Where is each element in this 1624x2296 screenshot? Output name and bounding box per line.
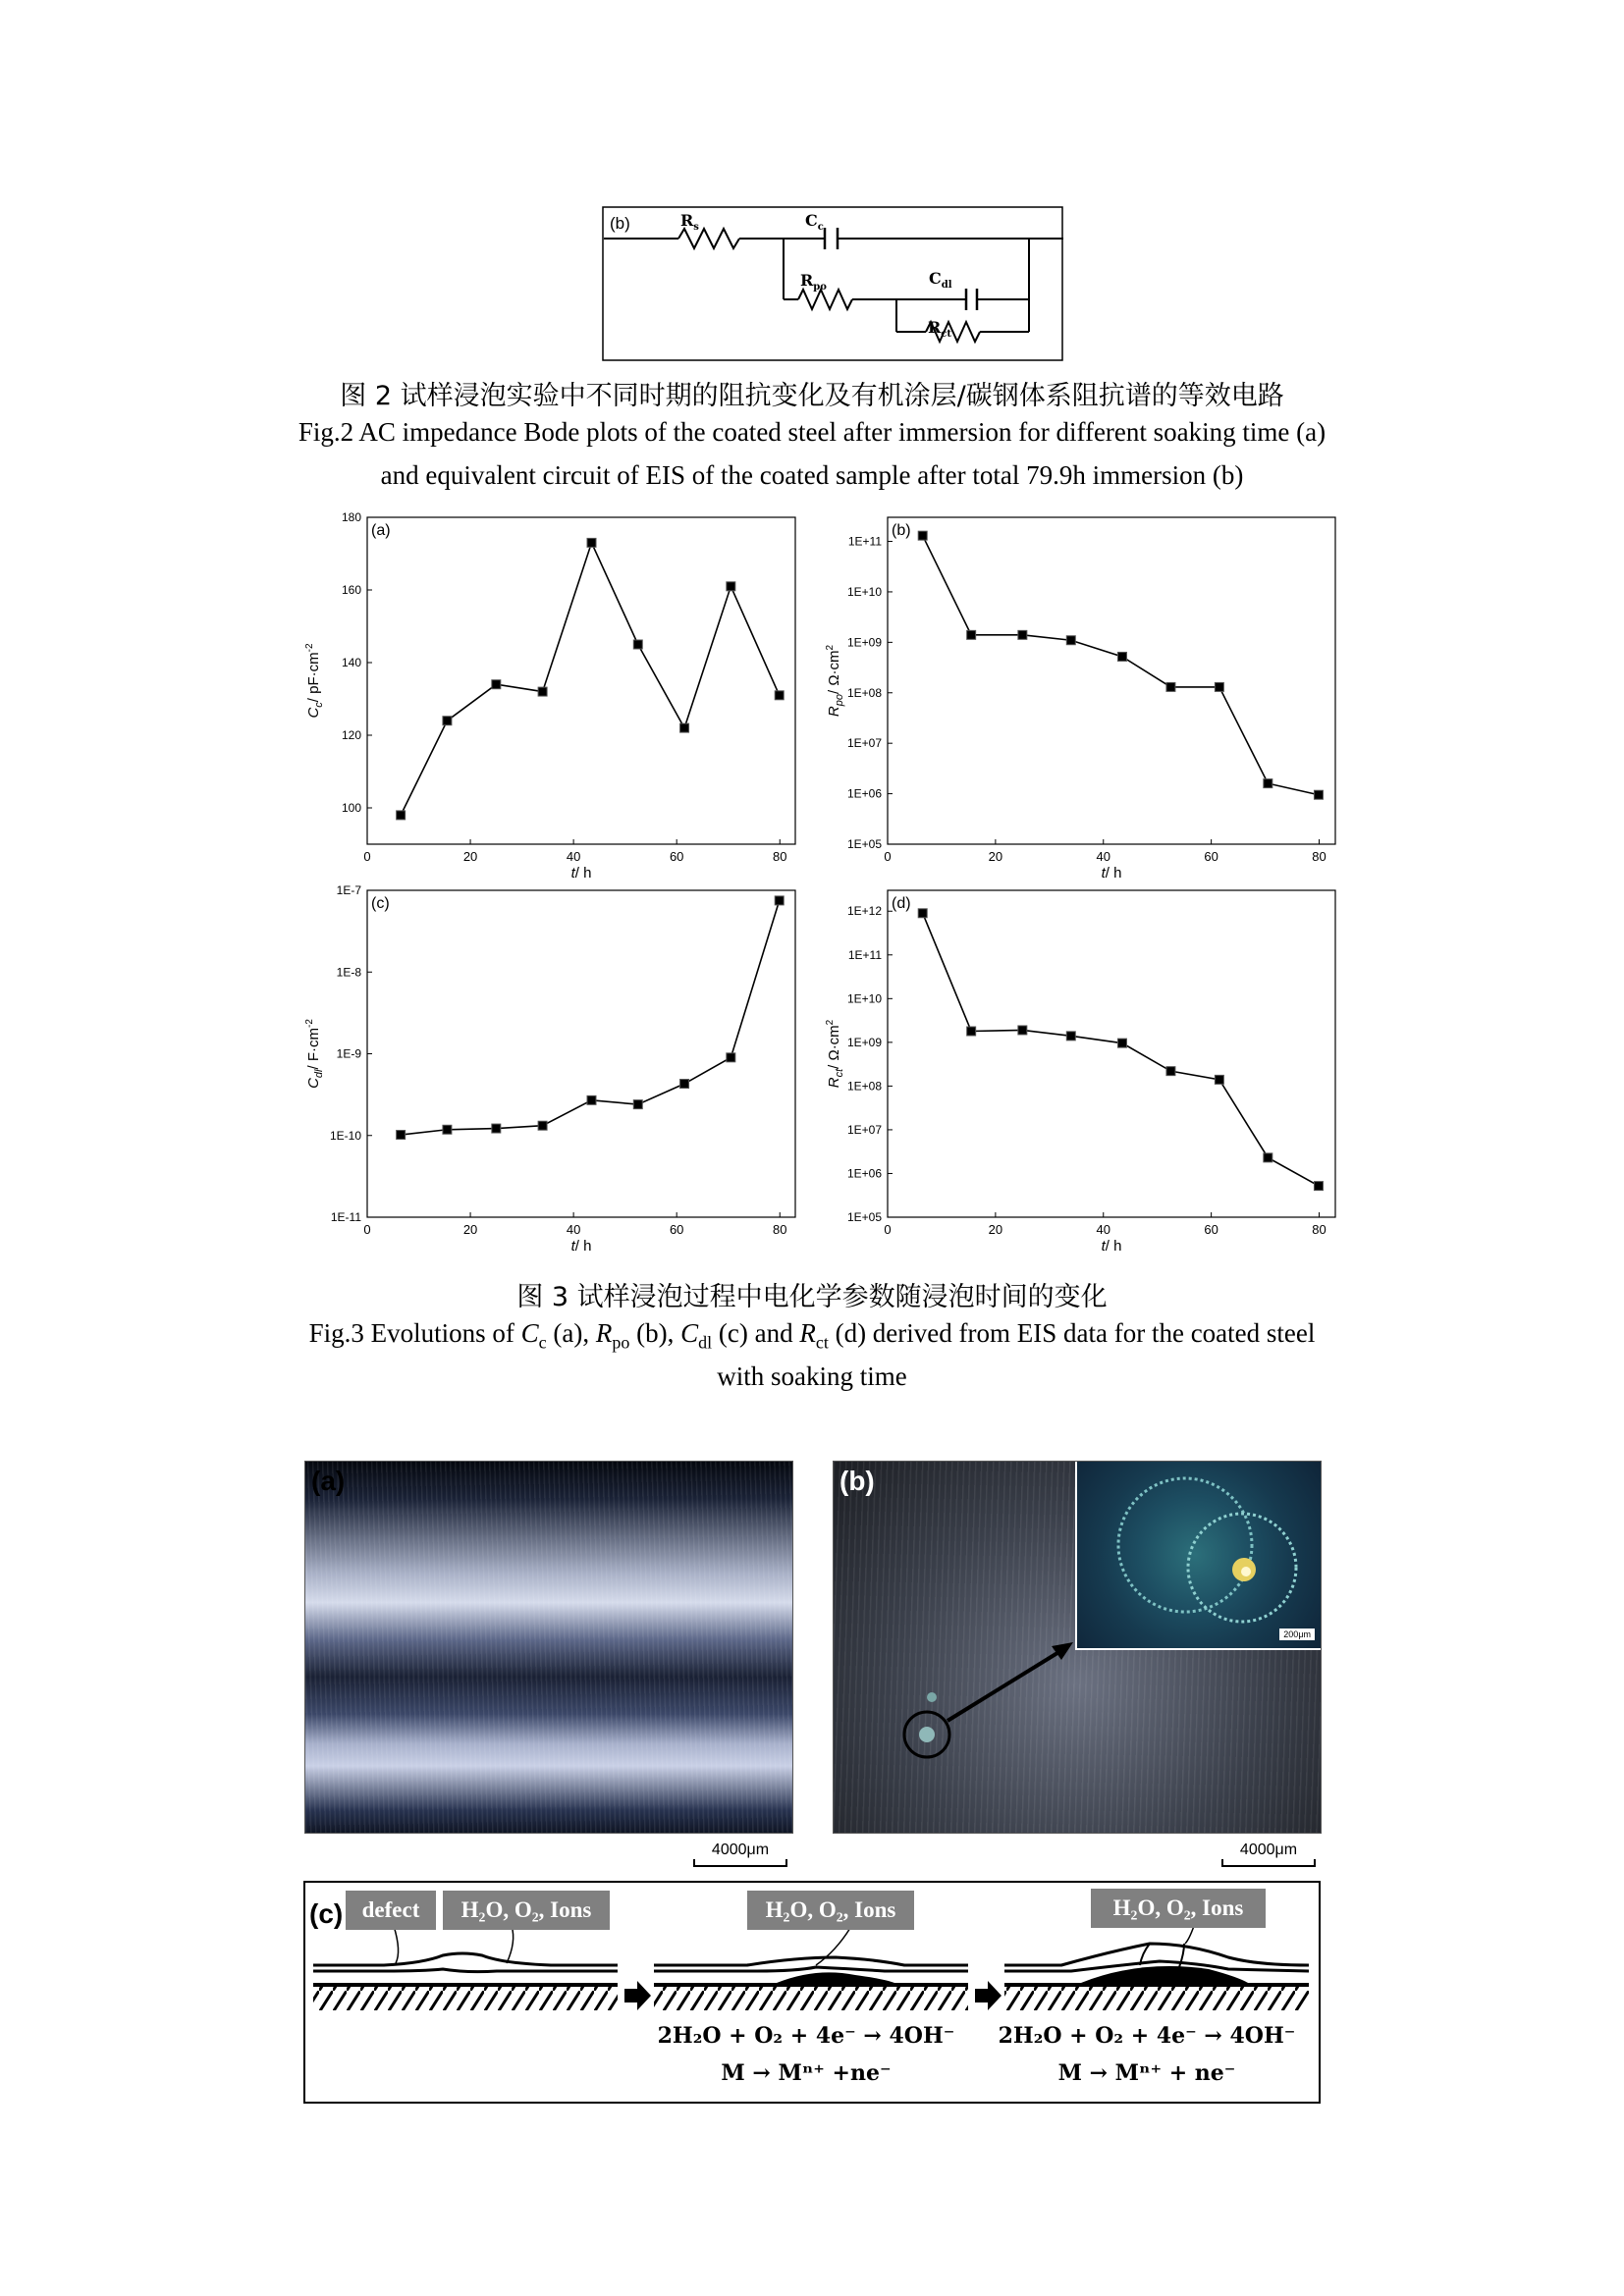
inset-scale-label: 200μm bbox=[1279, 1629, 1315, 1640]
x-tick-label: 40 bbox=[566, 849, 581, 864]
ions-box-2: H₂O, O₂, Ions bbox=[747, 1891, 914, 1930]
data-point bbox=[727, 1053, 735, 1062]
defect-box: defect bbox=[346, 1891, 436, 1930]
chart-panel-label: (d) bbox=[892, 895, 911, 912]
chart-cdl bbox=[295, 879, 805, 1266]
ions-box-3: H₂O, O₂, Ions bbox=[1091, 1889, 1266, 1928]
data-point bbox=[1215, 682, 1223, 691]
x-tick-label: 40 bbox=[1096, 1222, 1110, 1237]
data-point bbox=[1066, 1032, 1075, 1041]
x-tick-label: 80 bbox=[1312, 1222, 1326, 1237]
data-point bbox=[967, 1027, 976, 1036]
data-point bbox=[1117, 652, 1126, 661]
rpo-label: $R_{po}$ bbox=[800, 271, 827, 294]
y-tick-label: 1E+08 bbox=[846, 685, 882, 700]
y-tick-label: 1E+09 bbox=[846, 635, 882, 650]
x-tick-label: 80 bbox=[773, 1222, 787, 1237]
data-point bbox=[727, 582, 735, 591]
y-tick-label: 100 bbox=[341, 801, 361, 815]
data-point bbox=[1166, 1067, 1175, 1076]
fig3-caption-en-line1: Fig.3 Evolutions of $C_c$ (a), $R_{po}$ (b), $C_{dl}$ (c) and $R_{ct}$ (d) derived from EIS data for the coated steel bbox=[308, 1318, 1316, 1353]
y-tick-label: 1E+08 bbox=[846, 1079, 882, 1094]
data-point bbox=[538, 687, 547, 696]
y-tick-label: 1E+06 bbox=[846, 786, 882, 801]
x-axis-label: t/ h bbox=[1101, 1238, 1122, 1255]
chart-rpo bbox=[815, 506, 1345, 893]
plot-frame bbox=[888, 890, 1335, 1217]
rs-label: $R_s$ bbox=[680, 211, 699, 234]
y-tick-label: 1E+11 bbox=[847, 534, 882, 549]
x-tick-label: 20 bbox=[988, 849, 1003, 864]
chart-rct bbox=[815, 879, 1345, 1266]
micrograph-a bbox=[304, 1461, 793, 1834]
y-tick-label: 1E-11 bbox=[330, 1210, 361, 1224]
y-tick-label: 1E-7 bbox=[336, 883, 361, 897]
y-tick-label: 1E+07 bbox=[846, 736, 882, 751]
scale-bar-b: 4000μm bbox=[1221, 1842, 1316, 1867]
y-tick-label: 120 bbox=[341, 728, 361, 742]
y-tick-label: 1E+11 bbox=[847, 947, 882, 962]
x-tick-label: 40 bbox=[566, 1222, 581, 1237]
data-point bbox=[587, 538, 596, 547]
fig3-caption-en-line2: with soaking time bbox=[717, 1362, 907, 1391]
series-line bbox=[923, 913, 1319, 1186]
data-point bbox=[538, 1121, 547, 1130]
panel-b-label: (b) bbox=[839, 1466, 875, 1496]
y-tick-label: 1E+05 bbox=[846, 1210, 882, 1224]
data-point bbox=[1066, 636, 1075, 645]
y-axis-label: $R_{po}/$ $\Omega\cdot cm^2$ bbox=[825, 644, 845, 718]
cdl-label: $C_{dl}$ bbox=[929, 269, 952, 292]
rct-label: $R_{ct}$ bbox=[928, 318, 952, 341]
data-point bbox=[1264, 779, 1272, 788]
x-tick-label: 40 bbox=[1096, 849, 1110, 864]
data-point bbox=[918, 909, 927, 918]
y-tick-label: 160 bbox=[341, 583, 361, 597]
blister-pointer bbox=[834, 1462, 1321, 1833]
panel-c-label: (c) bbox=[309, 1898, 344, 1929]
x-tick-label: 0 bbox=[884, 1222, 892, 1237]
y-axis-label: $C_c/$ $pF\cdot cm^{-2}$ bbox=[304, 643, 325, 719]
fig2-caption-en-line1: Fig.2 AC impedance Bode plots of the coated steel after immersion for different soaking time (a) bbox=[298, 417, 1326, 447]
y-tick-label: 180 bbox=[341, 510, 361, 524]
data-point bbox=[680, 723, 689, 732]
x-tick-label: 20 bbox=[462, 849, 478, 864]
x-tick-label: 60 bbox=[669, 1222, 684, 1237]
x-axis-label: t/ h bbox=[570, 1238, 592, 1255]
data-point bbox=[1215, 1075, 1223, 1084]
plot-frame bbox=[888, 517, 1335, 844]
circuit-frame bbox=[603, 207, 1062, 360]
data-point bbox=[918, 531, 927, 540]
y-tick-label: 1E+10 bbox=[846, 991, 882, 1006]
y-axis-label: $R_{ct}/$ $\Omega\cdot cm^2$ bbox=[825, 1019, 845, 1089]
x-tick-label: 20 bbox=[988, 1222, 1003, 1237]
x-tick-label: 60 bbox=[669, 849, 684, 864]
y-tick-label: 1E+06 bbox=[846, 1166, 882, 1181]
y-tick-label: 1E+05 bbox=[846, 837, 882, 851]
series-line bbox=[923, 536, 1319, 795]
x-tick-label: 80 bbox=[1312, 849, 1326, 864]
data-point bbox=[443, 1125, 452, 1134]
fig2-caption-zh: 图 2 试样浸泡实验中不同时期的阻抗变化及有机涂层/碳钢体系阻抗谱的等效电路 bbox=[340, 381, 1284, 411]
y-tick-label: 1E-8 bbox=[336, 965, 361, 980]
corrosion-schematic bbox=[303, 1881, 1321, 2104]
chart-cc bbox=[295, 506, 805, 893]
fig3-caption-zh: 图 3 试样浸泡过程中电化学参数随浸泡时间的变化 bbox=[516, 1282, 1108, 1312]
data-point bbox=[1018, 1026, 1027, 1035]
x-tick-label: 20 bbox=[462, 1222, 478, 1237]
data-point bbox=[967, 630, 976, 639]
data-point bbox=[587, 1095, 596, 1104]
x-tick-label: 60 bbox=[1204, 849, 1218, 864]
micrograph-b bbox=[833, 1461, 1322, 1834]
y-tick-label: 1E-10 bbox=[329, 1128, 361, 1143]
x-tick-label: 0 bbox=[363, 1222, 371, 1237]
data-point bbox=[492, 680, 501, 689]
x-tick-label: 0 bbox=[884, 849, 892, 864]
cathodic-equation-3: 2H₂O + O₂ + 4e⁻ → 4OH⁻ bbox=[998, 2023, 1296, 2049]
circuit-diagram bbox=[602, 206, 1063, 361]
cc-label: $C_c$ bbox=[805, 211, 824, 234]
data-point bbox=[1018, 630, 1027, 639]
x-tick-label: 60 bbox=[1204, 1222, 1218, 1237]
data-point bbox=[633, 1100, 642, 1109]
data-point bbox=[397, 1131, 406, 1140]
scale-bar-a: 4000μm bbox=[693, 1842, 787, 1867]
chart-panel-label: (c) bbox=[371, 895, 390, 912]
chart-panel-label: (b) bbox=[892, 522, 911, 539]
data-point bbox=[1314, 1182, 1323, 1191]
plot-frame bbox=[367, 517, 795, 844]
data-point bbox=[1117, 1039, 1126, 1047]
data-point bbox=[775, 691, 784, 700]
ions-box-1: H₂O, O₂, Ions bbox=[443, 1891, 610, 1930]
data-point bbox=[1166, 682, 1175, 691]
y-tick-label: 1E+09 bbox=[846, 1035, 882, 1049]
circuit-panel-label: (b) bbox=[610, 214, 630, 233]
series-line bbox=[401, 543, 780, 816]
y-tick-label: 1E+12 bbox=[846, 904, 882, 919]
x-tick-label: 80 bbox=[773, 849, 787, 864]
y-axis-label: $C_{dl}/$ $F\cdot cm^{-2}$ bbox=[304, 1019, 325, 1089]
x-tick-label: 0 bbox=[363, 849, 371, 864]
data-point bbox=[1314, 790, 1323, 799]
chart-panel-label: (a) bbox=[371, 522, 391, 539]
y-tick-label: 1E+07 bbox=[846, 1122, 882, 1137]
anodic-equation-3: M → Mⁿ⁺ + ne⁻ bbox=[1057, 2060, 1236, 2086]
y-tick-label: 1E-9 bbox=[336, 1046, 361, 1061]
data-point bbox=[775, 896, 784, 905]
x-axis-label: t/ h bbox=[570, 865, 592, 881]
data-point bbox=[633, 640, 642, 649]
data-point bbox=[492, 1124, 501, 1133]
y-tick-label: 1E+10 bbox=[846, 584, 882, 599]
data-point bbox=[443, 717, 452, 725]
anodic-equation-2: M → Mⁿ⁺ +ne⁻ bbox=[721, 2060, 892, 2086]
data-point bbox=[397, 811, 406, 820]
y-tick-label: 140 bbox=[341, 656, 361, 669]
x-axis-label: t/ h bbox=[1101, 865, 1122, 881]
panel-a-label: (a) bbox=[311, 1466, 346, 1496]
cathodic-equation-2: 2H₂O + O₂ + 4e⁻ → 4OH⁻ bbox=[657, 2023, 955, 2049]
data-point bbox=[1264, 1153, 1272, 1162]
fig2-caption-en-line2: and equivalent circuit of EIS of the coated sample after total 79.9h immersion (b) bbox=[380, 460, 1244, 490]
equivalent-circuit bbox=[602, 206, 1063, 361]
data-point bbox=[680, 1080, 689, 1089]
